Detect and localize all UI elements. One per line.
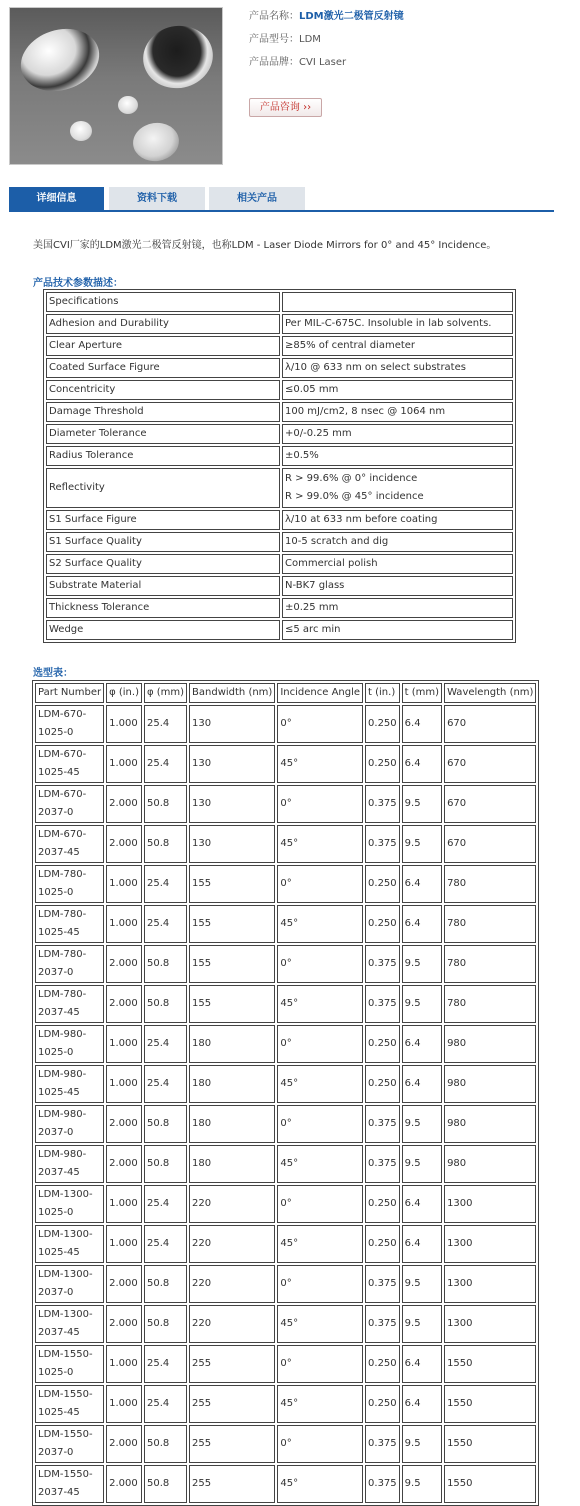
spec-key: S1 Surface Quality (46, 532, 280, 552)
table-row (35, 985, 536, 1023)
table-row (35, 1185, 536, 1223)
table-cell: 1.000 (106, 1345, 142, 1383)
table-cell: 6.4 (402, 705, 442, 743)
table-row (35, 1425, 536, 1463)
table-cell: 9.5 (402, 1105, 442, 1143)
product-brand-label: 产品品牌： (249, 57, 299, 68)
table-cell: 0.250 (365, 1385, 400, 1423)
table-cell: 9.5 (402, 1425, 442, 1463)
table-cell: LDM-980-2037-0 (35, 1105, 104, 1143)
table-cell: LDM-780-1025-0 (35, 865, 104, 903)
table-cell: 980 (444, 1145, 536, 1183)
table-cell: 0.375 (365, 945, 400, 983)
table-cell: 980 (444, 1065, 536, 1103)
table-cell: 780 (444, 945, 536, 983)
table-cell: 1300 (444, 1225, 536, 1263)
selection-table (32, 680, 539, 1506)
product-description: 美国CVI厂家的LDM激光二极管反射镜，也称LDM - Laser Diode Mirrors for 0° and 45° Incidence。 (33, 240, 497, 251)
table-cell: 50.8 (144, 985, 187, 1023)
table-cell: 1.000 (106, 865, 142, 903)
selection-header-cell: φ (in.) (106, 683, 142, 703)
table-cell: 0.375 (365, 825, 400, 863)
table-cell: 0° (277, 1265, 363, 1303)
table-row (35, 1305, 536, 1343)
table-cell: 0° (277, 785, 363, 823)
table-cell: LDM-670-1025-45 (35, 745, 104, 783)
spec-value: 100 mJ/cm2, 8 nsec @ 1064 nm (282, 402, 513, 422)
table-cell: 2.000 (106, 785, 142, 823)
table-cell: 130 (189, 745, 275, 783)
table-cell: 6.4 (402, 865, 442, 903)
table-cell: 45° (277, 1465, 363, 1503)
table-cell: 9.5 (402, 985, 442, 1023)
table-cell: 2.000 (106, 1265, 142, 1303)
spec-key: Damage Threshold (46, 402, 280, 422)
table-cell: 1550 (444, 1385, 536, 1423)
spec-value (282, 468, 513, 508)
table-cell: 180 (189, 1025, 275, 1063)
table-row (35, 745, 536, 783)
table-cell: 155 (189, 985, 275, 1023)
spec-row (46, 336, 513, 356)
table-cell: LDM-1550-2037-0 (35, 1425, 104, 1463)
table-row (35, 1345, 536, 1383)
table-cell: 2.000 (106, 1105, 142, 1143)
lens-image-shape (70, 121, 92, 141)
spec-value: 10-5 scratch and dig (282, 532, 513, 552)
table-cell: LDM-980-2037-45 (35, 1145, 104, 1183)
table-cell: 255 (189, 1465, 275, 1503)
tab-bar (9, 187, 554, 212)
spec-value: Per MIL-C-675C. Insoluble in lab solvents. (282, 314, 513, 334)
table-row (35, 865, 536, 903)
table-cell: 0.250 (365, 745, 400, 783)
table-cell: 50.8 (144, 825, 187, 863)
table-cell: 0.375 (365, 1145, 400, 1183)
table-row (35, 1465, 536, 1503)
spec-value: ≤0.05 mm (282, 380, 513, 400)
table-cell: 255 (189, 1345, 275, 1383)
product-model-label: 产品型号： (249, 34, 299, 45)
selection-header-cell: Wavelength (nm) (444, 683, 536, 703)
table-cell: 255 (189, 1425, 275, 1463)
lens-image-shape (137, 19, 218, 94)
table-cell: 1300 (444, 1305, 536, 1343)
table-cell: 50.8 (144, 1145, 187, 1183)
table-cell: 670 (444, 825, 536, 863)
table-cell: 45° (277, 905, 363, 943)
table-cell: 1550 (444, 1345, 536, 1383)
table-cell: 1300 (444, 1185, 536, 1223)
selection-header-cell: Bandwidth (nm) (189, 683, 275, 703)
table-cell: 0.250 (365, 865, 400, 903)
table-row (35, 1145, 536, 1183)
table-cell: LDM-670-1025-0 (35, 705, 104, 743)
table-cell: LDM-980-1025-0 (35, 1025, 104, 1063)
table-cell: 0° (277, 705, 363, 743)
table-cell: 155 (189, 865, 275, 903)
spec-value: ±0.5% (282, 446, 513, 466)
table-cell: 2.000 (106, 825, 142, 863)
spec-value (282, 292, 513, 312)
table-cell: 1550 (444, 1425, 536, 1463)
table-cell: 45° (277, 1225, 363, 1263)
spec-key: Thickness Tolerance (46, 598, 280, 618)
table-row (35, 1225, 536, 1263)
table-cell: 255 (189, 1385, 275, 1423)
table-cell: 130 (189, 825, 275, 863)
spec-row (46, 292, 513, 312)
table-cell: 220 (189, 1305, 275, 1343)
table-cell: 0.250 (365, 1185, 400, 1223)
table-cell: 2.000 (106, 1425, 142, 1463)
table-cell: 1.000 (106, 745, 142, 783)
table-cell: 50.8 (144, 1305, 187, 1343)
spec-key: Coated Surface Figure (46, 358, 280, 378)
selection-header-cell: Incidence Angle (277, 683, 363, 703)
spec-key: S2 Surface Quality (46, 554, 280, 574)
table-cell: 0° (277, 1185, 363, 1223)
spec-key: Radius Tolerance (46, 446, 280, 466)
lens-image-shape (13, 19, 108, 101)
product-name-value: LDM激光二极管反射镜 (299, 11, 404, 22)
table-cell: 50.8 (144, 945, 187, 983)
table-row (35, 1105, 536, 1143)
table-cell: LDM-1550-2037-45 (35, 1465, 104, 1503)
spec-value: ≥85% of central diameter (282, 336, 513, 356)
spec-row (46, 446, 513, 466)
product-model-row (249, 32, 404, 55)
spec-key: Clear Aperture (46, 336, 280, 356)
table-row (35, 1265, 536, 1303)
table-cell: 670 (444, 745, 536, 783)
table-cell: 6.4 (402, 745, 442, 783)
table-cell: 25.4 (144, 1065, 187, 1103)
spec-value-line: R > 99.6% @ 0° incidence (285, 473, 418, 484)
spec-value-line: R > 99.0% @ 45° incidence (285, 491, 424, 502)
table-cell: 45° (277, 985, 363, 1023)
tab-details[interactable]: 详细信息 (9, 187, 104, 210)
spec-row (46, 554, 513, 574)
table-cell: 25.4 (144, 905, 187, 943)
table-cell: 9.5 (402, 1145, 442, 1183)
spec-row (46, 424, 513, 444)
spec-row (46, 468, 513, 508)
table-cell: 220 (189, 1225, 275, 1263)
table-cell: 25.4 (144, 1345, 187, 1383)
table-cell: 25.4 (144, 1185, 187, 1223)
selection-header-cell: φ (mm) (144, 683, 187, 703)
table-row (35, 705, 536, 743)
table-cell: LDM-780-2037-45 (35, 985, 104, 1023)
table-cell: 180 (189, 1065, 275, 1103)
table-cell: 0.250 (365, 905, 400, 943)
table-cell: 980 (444, 1025, 536, 1063)
table-cell: 25.4 (144, 705, 187, 743)
table-cell: 0.375 (365, 985, 400, 1023)
table-cell: LDM-1300-2037-45 (35, 1305, 104, 1343)
table-cell: 45° (277, 745, 363, 783)
spec-row (46, 314, 513, 334)
selection-header-row (35, 683, 536, 703)
spec-key: Reflectivity (46, 468, 280, 508)
table-row (35, 1065, 536, 1103)
table-cell: 45° (277, 1385, 363, 1423)
spec-key: Concentricity (46, 380, 280, 400)
table-cell: LDM-980-1025-45 (35, 1065, 104, 1103)
table-cell: 6.4 (402, 1385, 442, 1423)
table-cell: 6.4 (402, 1025, 442, 1063)
product-brand-row (249, 55, 404, 78)
table-row (35, 825, 536, 863)
spec-value: λ/10 @ 633 nm on select substrates (282, 358, 513, 378)
selection-header-cell: t (in.) (365, 683, 400, 703)
table-cell: 2.000 (106, 1305, 142, 1343)
table-cell: 0.250 (365, 1025, 400, 1063)
table-cell: 0° (277, 865, 363, 903)
table-cell: 0° (277, 1105, 363, 1143)
tab-related-products[interactable]: 相关产品 (209, 187, 305, 210)
consult-button[interactable]: 产品咨询 ›› (249, 98, 322, 117)
table-row (35, 785, 536, 823)
table-cell: 1.000 (106, 705, 142, 743)
selection-header-cell: Part Number (35, 683, 104, 703)
table-cell: LDM-780-1025-45 (35, 905, 104, 943)
spec-value: ≤5 arc min (282, 620, 513, 640)
table-cell: LDM-670-2037-0 (35, 785, 104, 823)
table-cell: 670 (444, 705, 536, 743)
table-cell: 1.000 (106, 1065, 142, 1103)
table-cell: 1.000 (106, 1185, 142, 1223)
table-cell: 45° (277, 1145, 363, 1183)
table-cell: 780 (444, 905, 536, 943)
table-cell: 0° (277, 945, 363, 983)
table-cell: 0° (277, 1025, 363, 1063)
table-cell: 2.000 (106, 945, 142, 983)
table-cell: 1.000 (106, 1025, 142, 1063)
table-cell: 0.375 (365, 1465, 400, 1503)
table-cell: 50.8 (144, 1465, 187, 1503)
spec-row (46, 532, 513, 552)
table-cell: LDM-1550-1025-0 (35, 1345, 104, 1383)
table-cell: LDM-1300-1025-45 (35, 1225, 104, 1263)
spec-value: λ/10 at 633 nm before coating (282, 510, 513, 530)
table-cell: 25.4 (144, 1385, 187, 1423)
spec-key: S1 Surface Figure (46, 510, 280, 530)
table-cell: 180 (189, 1105, 275, 1143)
table-cell: 2.000 (106, 1145, 142, 1183)
table-cell: 0.250 (365, 1345, 400, 1383)
table-cell: 0.375 (365, 785, 400, 823)
table-row (35, 945, 536, 983)
table-cell: 1.000 (106, 1385, 142, 1423)
table-cell: 130 (189, 785, 275, 823)
table-row (35, 1385, 536, 1423)
table-cell: 780 (444, 985, 536, 1023)
product-name-row (249, 9, 404, 32)
table-cell: 980 (444, 1105, 536, 1143)
table-cell: LDM-780-2037-0 (35, 945, 104, 983)
product-brand-value: CVI Laser (299, 57, 347, 68)
specs-table (43, 289, 516, 643)
table-cell: 220 (189, 1265, 275, 1303)
table-cell: 0° (277, 1425, 363, 1463)
table-cell: 50.8 (144, 1265, 187, 1303)
table-cell: 0.375 (365, 1105, 400, 1143)
spec-value: N-BK7 glass (282, 576, 513, 596)
product-photo (9, 7, 223, 165)
table-cell: 0.250 (365, 1225, 400, 1263)
table-cell: 6.4 (402, 905, 442, 943)
table-cell: 0.375 (365, 1425, 400, 1463)
table-cell: 220 (189, 1185, 275, 1223)
spec-row (46, 510, 513, 530)
table-cell: 155 (189, 905, 275, 943)
spec-value: ±0.25 mm (282, 598, 513, 618)
tab-downloads[interactable]: 资料下载 (109, 187, 205, 210)
table-cell: LDM-1300-2037-0 (35, 1265, 104, 1303)
table-cell: 50.8 (144, 1105, 187, 1143)
table-cell: 45° (277, 1305, 363, 1343)
table-cell: 50.8 (144, 1425, 187, 1463)
table-cell: 6.4 (402, 1185, 442, 1223)
specs-section-title: 产品技术参数描述： (33, 278, 123, 289)
table-cell: 9.5 (402, 785, 442, 823)
table-cell: 1.000 (106, 1225, 142, 1263)
table-cell: 6.4 (402, 1345, 442, 1383)
lens-image-shape (131, 120, 182, 164)
table-cell: 9.5 (402, 945, 442, 983)
spec-key: Substrate Material (46, 576, 280, 596)
table-cell: 780 (444, 865, 536, 903)
table-cell: 0.250 (365, 1065, 400, 1103)
spec-key: Wedge (46, 620, 280, 640)
table-cell: 670 (444, 785, 536, 823)
table-cell: 25.4 (144, 1225, 187, 1263)
spec-value: +0/-0.25 mm (282, 424, 513, 444)
table-cell: LDM-1300-1025-0 (35, 1185, 104, 1223)
table-row (35, 905, 536, 943)
spec-row (46, 358, 513, 378)
table-cell: 25.4 (144, 865, 187, 903)
table-cell: 6.4 (402, 1225, 442, 1263)
table-cell: 1550 (444, 1465, 536, 1503)
spec-row (46, 576, 513, 596)
spec-row (46, 402, 513, 422)
table-cell: 9.5 (402, 825, 442, 863)
product-info (249, 9, 404, 78)
table-cell: 9.5 (402, 1265, 442, 1303)
table-cell: LDM-670-2037-45 (35, 825, 104, 863)
table-cell: 0.375 (365, 1305, 400, 1343)
spec-key: Specifications (46, 292, 280, 312)
table-cell: 25.4 (144, 1025, 187, 1063)
table-cell: 180 (189, 1145, 275, 1183)
table-row (35, 1025, 536, 1063)
table-cell: 130 (189, 705, 275, 743)
spec-row (46, 620, 513, 640)
selection-header-cell: t (mm) (402, 683, 442, 703)
table-cell: 2.000 (106, 985, 142, 1023)
table-cell: 45° (277, 1065, 363, 1103)
product-name-label: 产品名称： (249, 11, 299, 22)
table-cell: LDM-1550-1025-45 (35, 1385, 104, 1423)
table-cell: 1.000 (106, 905, 142, 943)
lens-image-shape (118, 96, 138, 114)
spec-row (46, 598, 513, 618)
table-cell: 0.375 (365, 1265, 400, 1303)
table-cell: 155 (189, 945, 275, 983)
selection-section-title: 选型表： (33, 668, 73, 679)
spec-value: Commercial polish (282, 554, 513, 574)
product-model-value: LDM (299, 34, 321, 45)
spec-key: Adhesion and Durability (46, 314, 280, 334)
spec-key: Diameter Tolerance (46, 424, 280, 444)
table-cell: 0.250 (365, 705, 400, 743)
table-cell: 9.5 (402, 1465, 442, 1503)
table-cell: 25.4 (144, 745, 187, 783)
table-cell: 9.5 (402, 1305, 442, 1343)
table-cell: 6.4 (402, 1065, 442, 1103)
table-cell: 45° (277, 825, 363, 863)
spec-row (46, 380, 513, 400)
table-cell: 50.8 (144, 785, 187, 823)
table-cell: 1300 (444, 1265, 536, 1303)
table-cell: 0° (277, 1345, 363, 1383)
table-cell: 2.000 (106, 1465, 142, 1503)
